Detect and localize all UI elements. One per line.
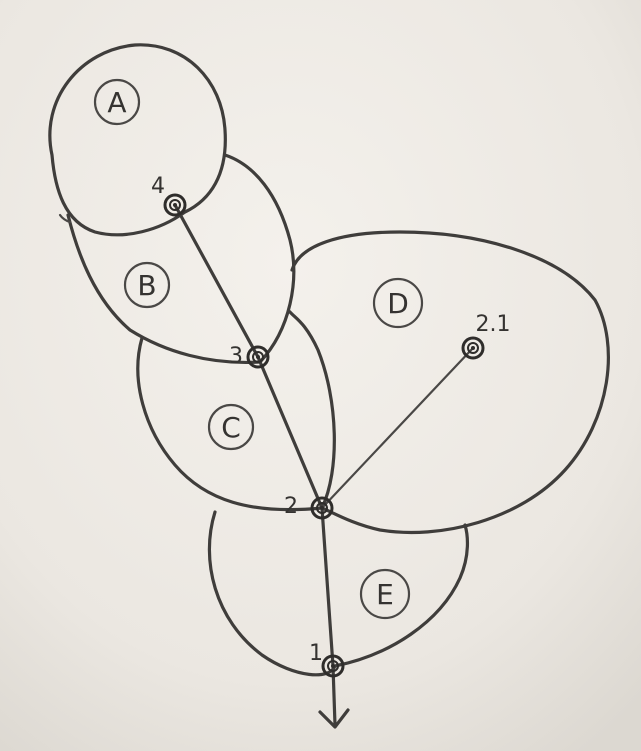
joint-label-4: 4: [151, 174, 165, 199]
joint-label-1: 1: [309, 641, 323, 666]
region-c-label: C: [221, 411, 241, 444]
joint-label-3: 3: [229, 344, 243, 369]
region-a-label: A: [107, 86, 127, 119]
region-d-label: D: [387, 287, 409, 320]
region-b-label: B: [137, 269, 157, 302]
joint-label-2: 2: [284, 494, 298, 519]
region-e-label: E: [376, 578, 394, 611]
joint-label-2-1: 2.1: [475, 312, 511, 337]
